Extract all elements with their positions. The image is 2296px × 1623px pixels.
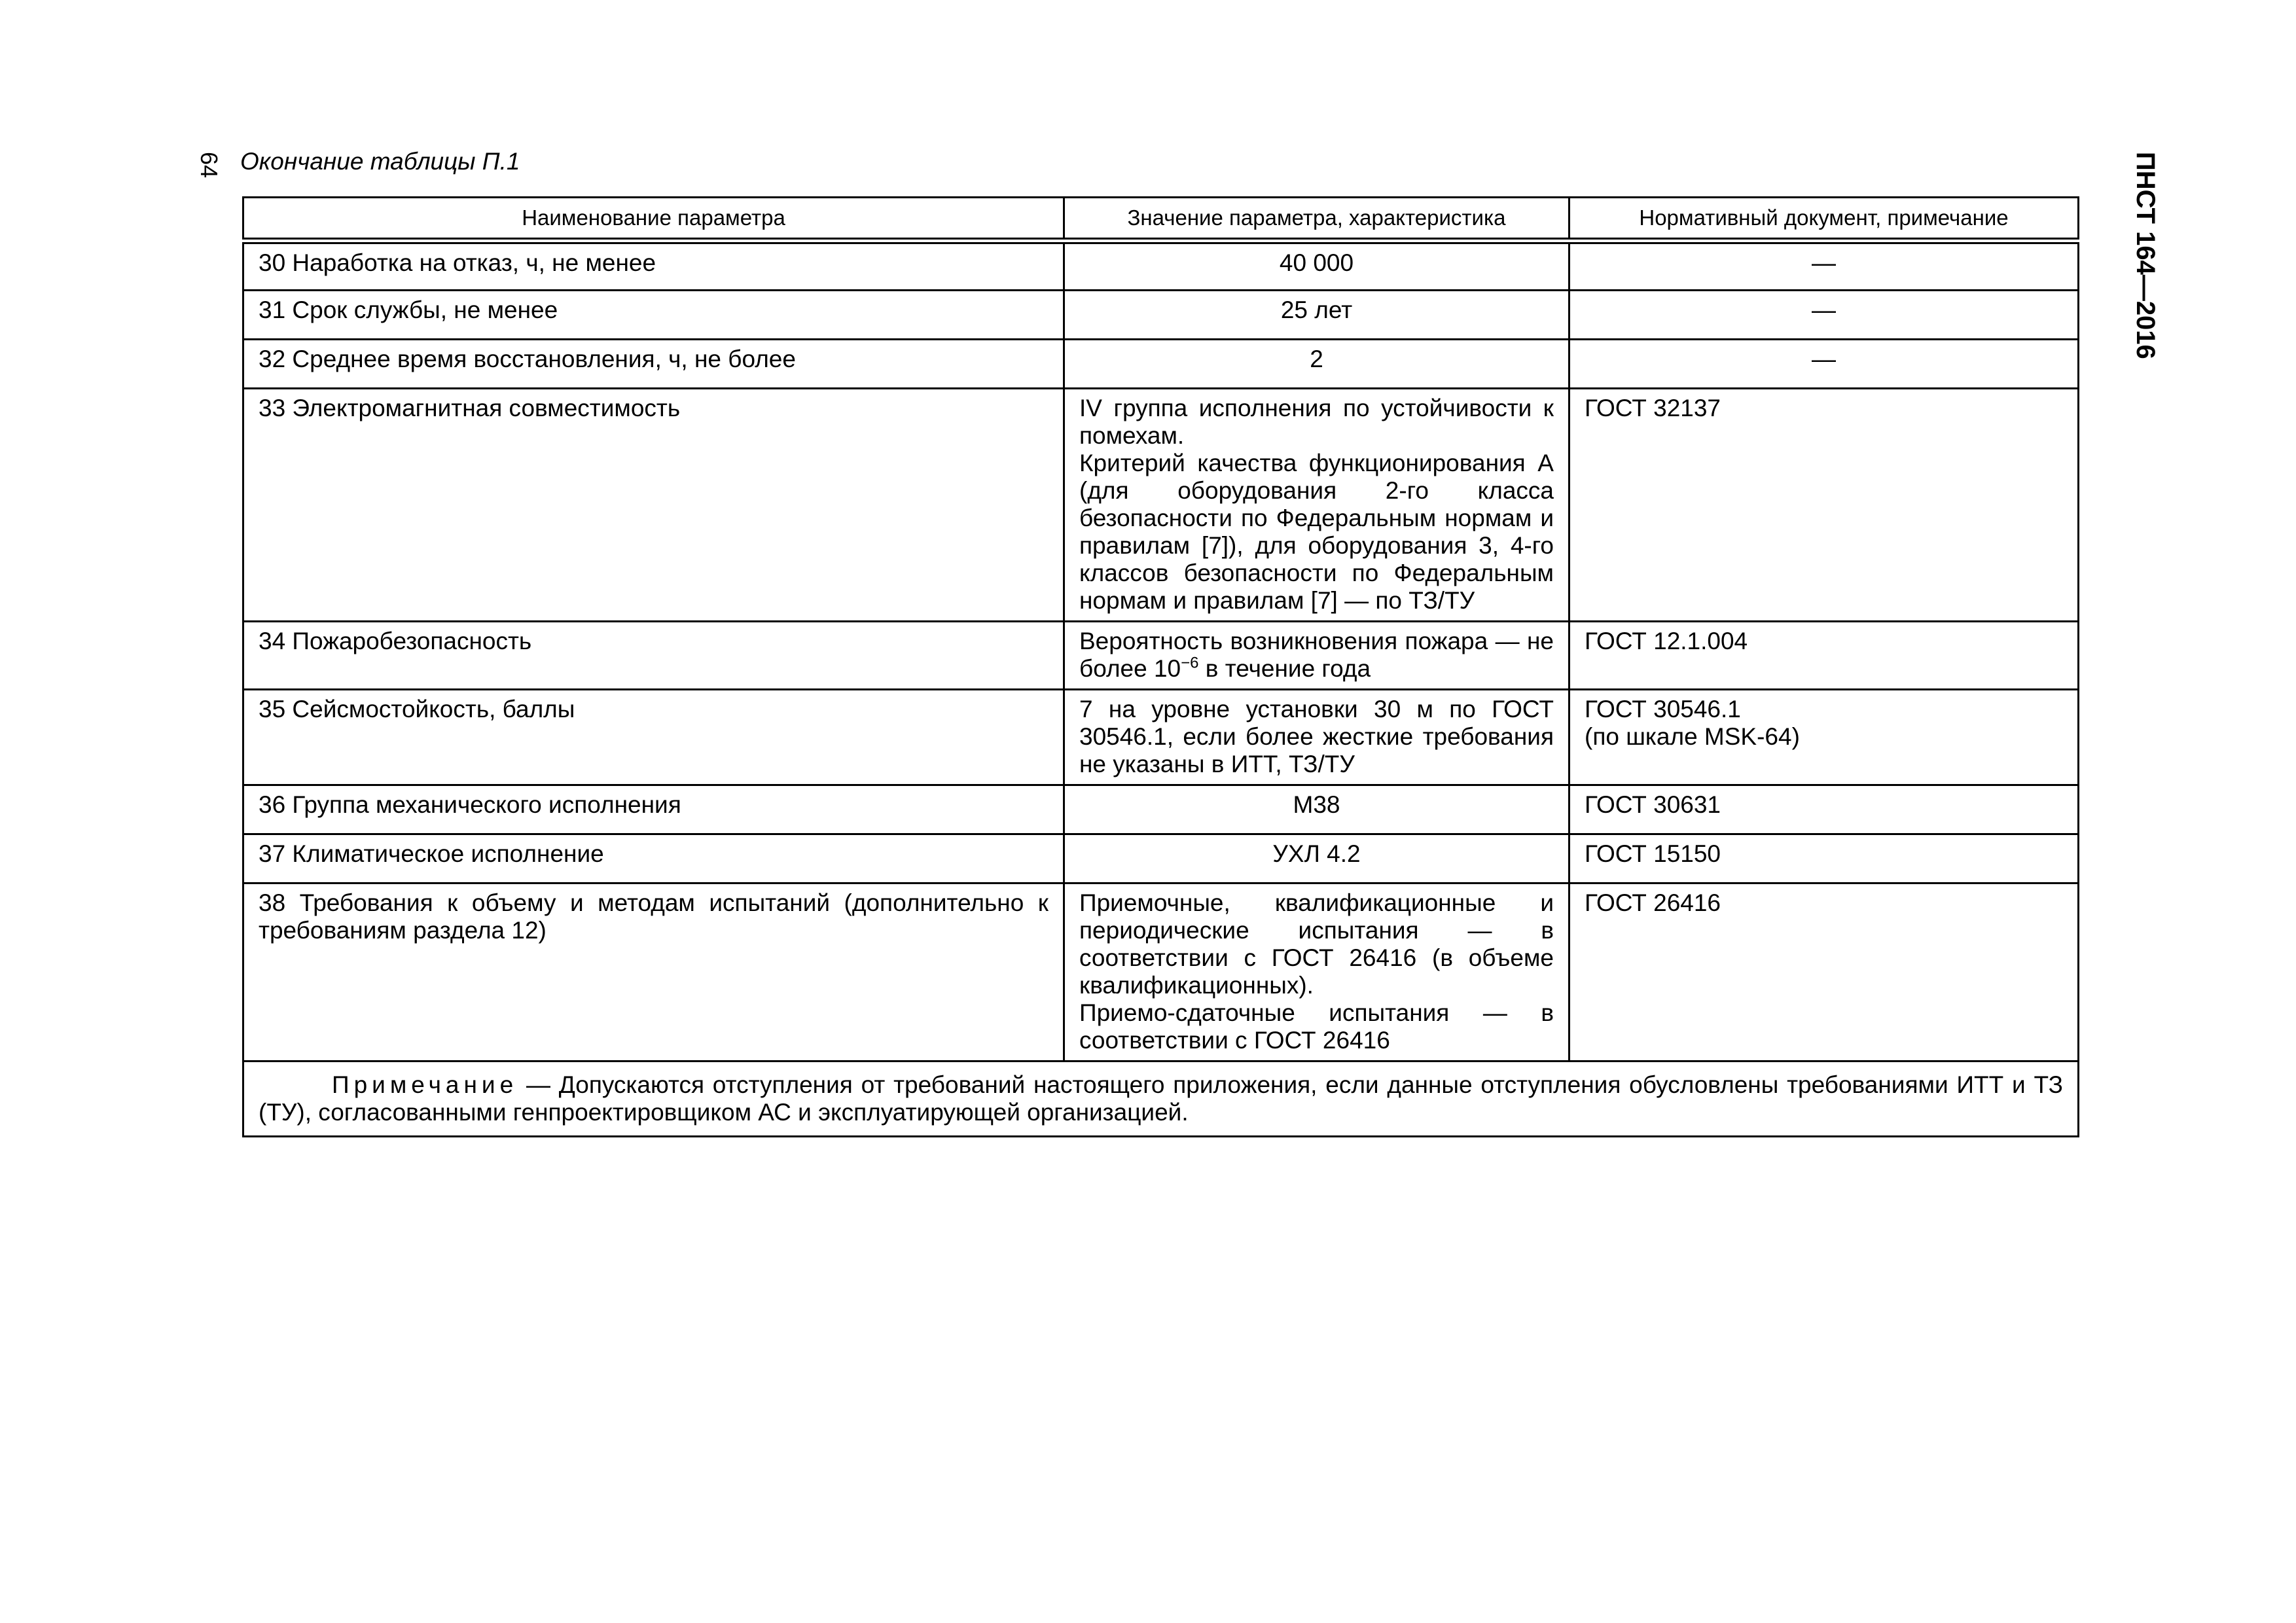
parameter-value: 40 000 <box>1064 241 1570 290</box>
parameter-name: 35 Сейсмостойкость, баллы <box>243 689 1064 785</box>
parameter-value: 7 на уровне установки 30 м по ГОСТ 30546.1, если более жесткие требования не указаны в ИТТ, ТЗ/ТУ <box>1064 689 1570 785</box>
column-header-value: Значение параметра, характеристика <box>1064 198 1570 241</box>
parameter-value <box>1064 621 1570 689</box>
document-line: ГОСТ 30546.1 <box>1585 695 1741 722</box>
parameter-document: ГОСТ 26416 <box>1570 883 2079 1061</box>
table-row <box>243 241 2079 290</box>
parameter-name: 33 Электромагнитная совместимость <box>243 388 1064 621</box>
parameters-table <box>242 196 2079 1137</box>
parameter-name: 34 Пожаробезопасность <box>243 621 1064 689</box>
table-header-row <box>243 198 2079 241</box>
parameter-value: 2 <box>1064 339 1570 388</box>
parameter-document <box>1570 689 2079 785</box>
table-row <box>243 689 2079 785</box>
table-caption: Окончание таблицы П.1 <box>240 148 520 175</box>
value-line: IV группа исполнения по устойчивости к помехам. <box>1079 394 1554 449</box>
column-header-document: Нормативный документ, примечание <box>1570 198 2079 241</box>
parameter-document: ГОСТ 15150 <box>1570 834 2079 883</box>
table-row <box>243 339 2079 388</box>
parameter-value <box>1064 883 1570 1061</box>
value-line: Приемочные, квалификационные и периодические испытания — в соответствии с ГОСТ 26416 (в объеме квалификационных). <box>1079 889 1554 999</box>
table-row <box>243 785 2079 834</box>
document-code: ПНСТ 164—2016 <box>2131 152 2160 359</box>
parameter-value: 25 лет <box>1064 290 1570 339</box>
document-line: (по шкале MSK-64) <box>1585 722 1800 750</box>
parameter-document: — <box>1570 290 2079 339</box>
parameter-value: УХЛ 4.2 <box>1064 834 1570 883</box>
value-line: Приемо-сдаточные испытания — в соответствии с ГОСТ 26416 <box>1079 999 1554 1054</box>
parameter-name: 30 Наработка на отказ, ч, не менее <box>243 241 1064 290</box>
parameter-document: ГОСТ 12.1.004 <box>1570 621 2079 689</box>
table-row <box>243 834 2079 883</box>
page-number: 64 <box>196 152 223 179</box>
table-note-row <box>243 1061 2079 1136</box>
table-note <box>243 1061 2079 1136</box>
table-row <box>243 388 2079 621</box>
parameter-name: 31 Срок службы, не менее <box>243 290 1064 339</box>
parameter-document: ГОСТ 30631 <box>1570 785 2079 834</box>
exponent: −6 <box>1181 654 1199 672</box>
parameter-name: 38 Требования к объему и методам испытаний (дополнительно к требованиям раздела 12) <box>243 883 1064 1061</box>
value-text: в течение года <box>1198 654 1371 682</box>
parameter-name: 36 Группа механического исполнения <box>243 785 1064 834</box>
parameter-document: — <box>1570 241 2079 290</box>
parameter-document: — <box>1570 339 2079 388</box>
value-line: Критерий качества функционирования А (для оборудования 2-го класса безопасности по Федеральным нормам и правилам [7]), для оборудования 3, 4-го классов безопасности по Федеральным нормам и правилам [7] — по ТЗ/ТУ <box>1079 449 1554 614</box>
parameter-value <box>1064 388 1570 621</box>
note-text: — Допускаются отступления от требований настоящего приложения, если данные отступления обусловлены требованиями ИТТ и ТЗ (ТУ), согласованными генпроектировщиком АС и эксплуатирующей организацией. <box>259 1071 2063 1126</box>
parameter-value: М38 <box>1064 785 1570 834</box>
value-text: Вероятность возникновения пожара — не более 10 <box>1079 627 1554 682</box>
parameter-name: 37 Климатическое исполнение <box>243 834 1064 883</box>
table-row <box>243 290 2079 339</box>
parameter-document: ГОСТ 32137 <box>1570 388 2079 621</box>
table-row <box>243 621 2079 689</box>
note-label: Примечание <box>332 1071 518 1098</box>
table-row <box>243 883 2079 1061</box>
parameter-name: 32 Среднее время восстановления, ч, не более <box>243 339 1064 388</box>
column-header-name: Наименование параметра <box>243 198 1064 241</box>
